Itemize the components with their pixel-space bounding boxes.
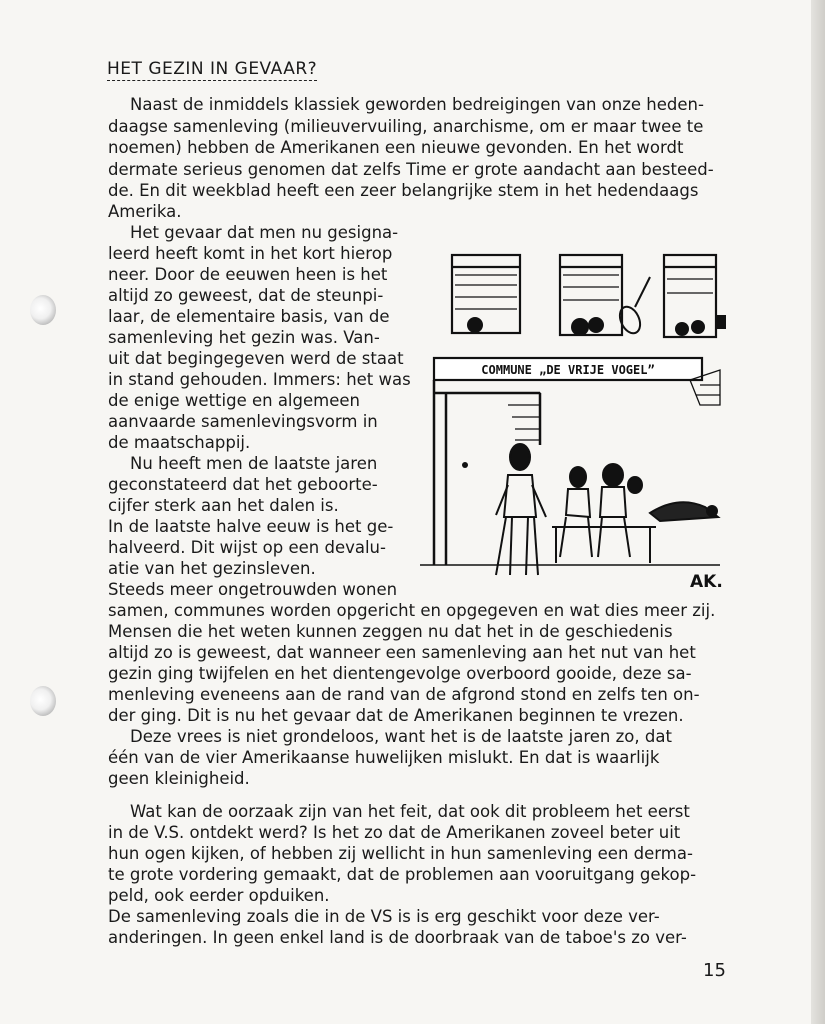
text-line: altijd zo geweest, dat de steunpi- xyxy=(108,286,384,305)
bench xyxy=(552,527,656,563)
artist-signature: AK. xyxy=(690,572,723,590)
text-line: Steeds meer ongetrouwden wonen xyxy=(108,580,398,599)
text-line: te grote vordering gemaakt, dat de problemen aan vooruitgang gekop- xyxy=(108,865,697,884)
text-line: daagse samenleving (milieuvervuiling, anarchisme, om er maar twee te xyxy=(108,117,704,136)
punch-hole-top xyxy=(30,295,56,325)
text-line: in de V.S. ontdekt werd? Is het zo dat de Amerikanen zoveel beter uit xyxy=(108,823,681,842)
text-line: dermate serieus genomen dat zelfs Time er grote aandacht aan besteed- xyxy=(108,160,714,179)
text-line: één van de vier Amerikaanse huwelijken mislukt. En dat is waarlijk xyxy=(108,748,660,767)
standing-figure xyxy=(496,444,546,575)
text-line: samenleving het gezin was. Van- xyxy=(108,328,380,347)
text-line: noemen) hebben de Amerikanen een nieuwe gevonden. En het wordt xyxy=(108,138,684,157)
text-line: geen kleinigheid. xyxy=(108,769,250,788)
text-line: geconstateerd dat het geboorte- xyxy=(108,475,378,494)
text-line: de enige wettige en algemeen xyxy=(108,391,360,410)
text-line: peld, ook eerder opduiken. xyxy=(108,886,330,905)
text-line: Mensen die het weten kunnen zeggen nu dat het in de geschiedenis xyxy=(108,622,673,641)
text-line: Het gevaar dat men nu gesigna- xyxy=(130,223,399,242)
text-line: leerd heeft komt in het kort hierop xyxy=(108,244,393,263)
text-line: de maatschappij. xyxy=(108,433,251,452)
text-line: atie van het gezinsleven. xyxy=(108,559,316,578)
text-line: der ging. Dit is nu het gevaar dat de Amerikanen beginnen te vrezen. xyxy=(108,706,684,725)
text-line: de. En dit weekblad heeft een zeer belangrijke stem in het hedendaags xyxy=(108,181,699,200)
text-line: cijfer sterk aan het dalen is. xyxy=(108,496,339,515)
punch-hole-bottom xyxy=(30,686,56,716)
text-line: altijd zo is geweest, dat wanneer een samenleving aan het nut van het xyxy=(108,643,696,662)
flower-pot-icon xyxy=(716,315,726,329)
reclining-figure xyxy=(650,502,718,521)
text-line: menleving eveneens aan de rand van de afgrond stond en zelfs ten on- xyxy=(108,685,700,704)
text-line: aanvaarde samenlevingsvorm in xyxy=(108,412,378,431)
seated-figures xyxy=(560,464,642,557)
text-line: uit dat begingegeven werd de staat xyxy=(108,349,404,368)
text-line: in stand gehouden. Immers: het was xyxy=(108,370,411,389)
text-line: samen, communes worden opgericht en opgegeven en wat dies meer zij. xyxy=(108,601,716,620)
text-line: Wat kan de oorzaak zijn van het feit, dat ook dit probleem het eerst xyxy=(130,802,690,821)
text-line: Naast de inmiddels klassiek geworden bedreigingen van onze heden- xyxy=(130,95,704,114)
door-frame xyxy=(434,380,540,565)
page-edge xyxy=(811,0,825,1024)
article-title: HET GEZIN IN GEVAAR? xyxy=(107,59,318,79)
sign-text: COMMUNE „DE VRIJE VOGEL” xyxy=(481,363,655,377)
text-line: De samenleving zoals die in de VS is is erg geschikt voor deze ver- xyxy=(108,907,660,926)
text-line: Deze vrees is niet grondeloos, want het is de laatste jaren zo, dat xyxy=(130,727,672,746)
door-knob xyxy=(462,462,468,468)
commune-illustration xyxy=(420,245,736,590)
text-line: gezin ging twijfelen en het dientengevolge overboord gooide, deze sa- xyxy=(108,664,692,683)
text-line: Amerika. xyxy=(108,202,182,221)
text-line: neer. Door de eeuwen heen is het xyxy=(108,265,388,284)
text-line: In de laatste halve eeuw is het ge- xyxy=(108,517,394,536)
text-line: anderingen. In geen enkel land is de doorbraak van de taboe's zo ver- xyxy=(108,928,687,947)
text-line: Nu heeft men de laatste jaren xyxy=(130,454,378,473)
text-line: halveerd. Dit wijst op een devalu- xyxy=(108,538,386,557)
page-number: 15 xyxy=(703,960,726,981)
text-line: hun ogen kijken, of hebben zij wellicht in hun samenleving een derma- xyxy=(108,844,693,863)
text-line: laar, de elementaire basis, van de xyxy=(108,307,390,326)
